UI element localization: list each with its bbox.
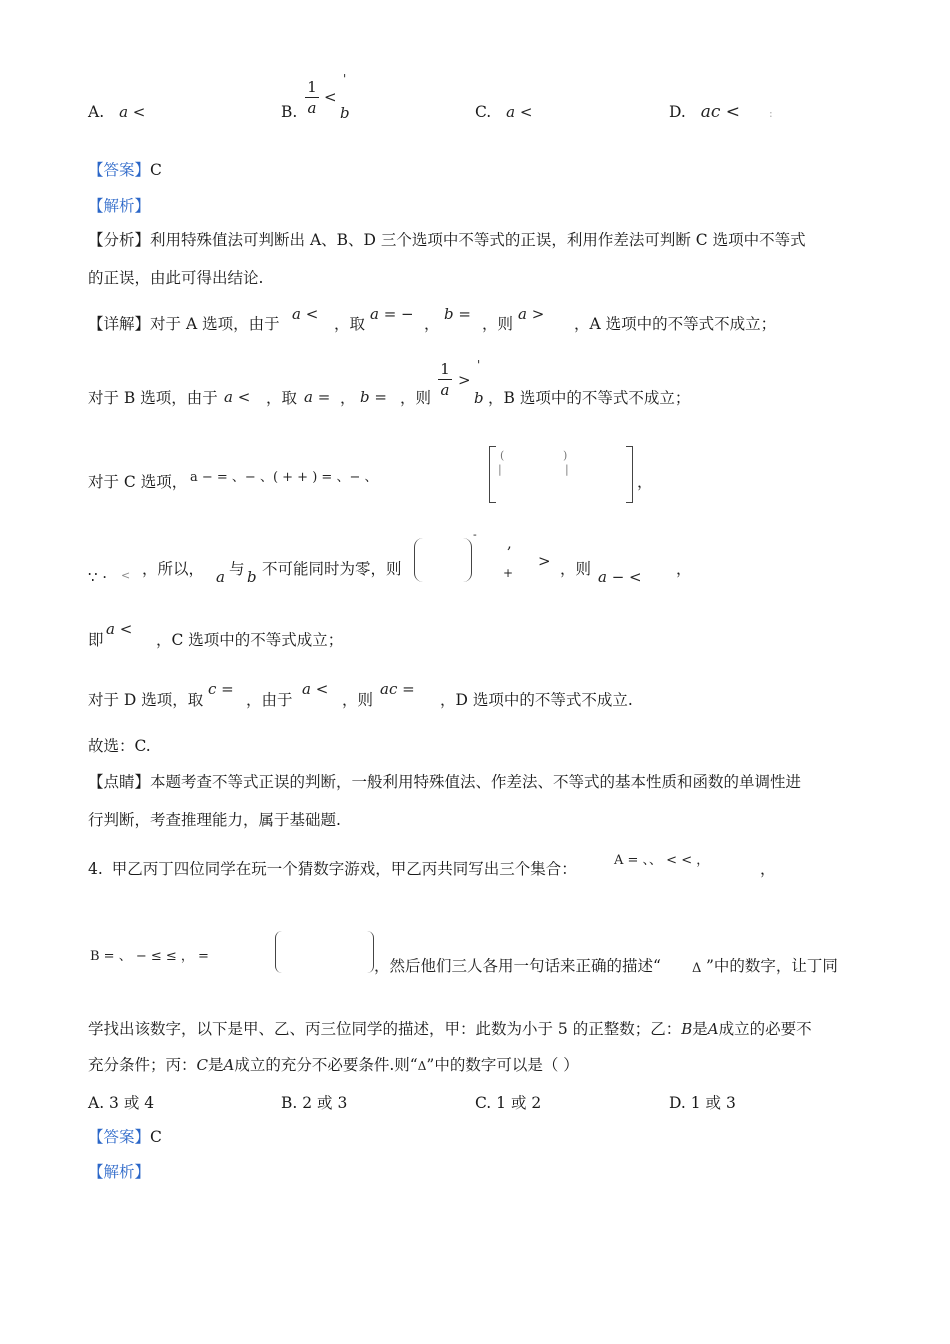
- math-fraction: [438, 360, 452, 399]
- fraction-numerator: 1: [307, 78, 317, 96]
- text-fragment: 学找出该数字，以下是甲、乙、丙三位同学的描述，甲：此数为小于 5 的正整数；乙：: [88, 1020, 682, 1038]
- text-fragment: 对于 D 选项，取: [88, 691, 204, 709]
- text-fragment: ，则: [400, 389, 432, 407]
- fraction-bar: [305, 97, 319, 98]
- q3-option-b-tick: ': [343, 72, 347, 86]
- math-c-eq: c =: [208, 680, 234, 698]
- q3-option-a: [88, 101, 145, 123]
- q4-line4: [88, 1054, 579, 1077]
- q3-dianjing: [88, 771, 801, 793]
- math-tick: ': [477, 358, 481, 372]
- text-fragment: ，C 选项中的不等式成立；: [156, 631, 344, 649]
- q3-fenxi-line2: 的正误，由此可得出结论.: [88, 269, 264, 287]
- text-fragment: 即: [88, 631, 104, 649]
- math-set-a: A: [223, 1056, 235, 1074]
- math-rhs: b: [474, 389, 484, 407]
- q3-option-b-fraction: [305, 78, 319, 117]
- text-fragment: 与: [229, 560, 245, 578]
- text-fragment: 是: [208, 1056, 224, 1074]
- q3-conclusion: 故选：C.: [88, 737, 151, 755]
- math-a: a: [216, 568, 225, 586]
- text-fragment: ，则: [560, 560, 592, 578]
- answer-tag: 【答案】: [88, 1128, 151, 1146]
- text-fragment: 对于 B 选项，由于: [88, 389, 218, 407]
- option-expression: a <: [119, 103, 146, 121]
- triangle-symbol: Δ: [692, 961, 702, 976]
- q3-option-b-lt: <: [324, 88, 337, 106]
- math-ac-eq: ac =: [380, 680, 415, 698]
- text-fragment: ，由于: [246, 691, 293, 709]
- text-fragment: 对于 C 选项，: [88, 473, 188, 491]
- answer-value: C: [150, 1128, 162, 1146]
- text-fragment: ，B 选项中的不等式不成立；: [488, 389, 691, 407]
- text-fragment: ”中的数字可以是（ ）: [426, 1056, 579, 1074]
- text-fragment: ，然后他们三人各用一句话来正确的描述“: [374, 957, 661, 975]
- text-fragment: ，则: [342, 691, 374, 709]
- text-fragment: ，则: [482, 315, 514, 333]
- math-a-eq: a = −: [370, 305, 414, 323]
- q3-option-d: [669, 101, 773, 125]
- q3-fenxi: [88, 229, 806, 251]
- bracket-right: [626, 446, 633, 503]
- math-b-eq: b =: [360, 388, 387, 406]
- text-fragment: ，: [340, 389, 356, 407]
- math-a-lt: a <: [292, 305, 319, 323]
- math-set-c: C: [196, 1056, 208, 1074]
- option-label: A.: [88, 103, 105, 121]
- answer-tag: 【答案】: [88, 161, 151, 179]
- math-sup: -: [473, 528, 477, 541]
- xiangjie-tag: 【详解】: [88, 315, 151, 333]
- q3-xiangjie-a: [88, 313, 280, 335]
- set-b-expression: B = 、 − ≤ ≤ ， =: [90, 949, 209, 964]
- option-label: C.: [475, 103, 492, 121]
- q4-analysis-tag: 【解析】: [88, 1163, 151, 1181]
- text-fragment: 对于 A 选项，由于: [150, 315, 280, 333]
- text-fragment: 不可能同时为零，则: [262, 560, 402, 578]
- q4-answer: [88, 1126, 162, 1148]
- math-set-a: A: [707, 1020, 719, 1038]
- text-fragment: 充分条件；丙：: [88, 1056, 197, 1074]
- q4-option-b: B. 2 或 3: [281, 1094, 348, 1112]
- math-result: a <: [106, 620, 133, 638]
- math-result: a >: [518, 305, 545, 323]
- q3-option-c: [475, 101, 532, 123]
- fraction-numerator: 1: [440, 360, 450, 378]
- text-fragment: ，A 选项中的不等式不成立；: [574, 315, 777, 333]
- math-set-b: B: [681, 1020, 693, 1038]
- text-fragment: ，取: [266, 389, 298, 407]
- q4-option-c: C. 1 或 2: [475, 1094, 542, 1112]
- paren-mark: ): [563, 449, 568, 462]
- dianjing-line1: 本题考查不等式正误的判断，一般利用特殊值法、作差法、不等式的基本性质和函数的单调性进: [150, 773, 802, 791]
- paren-mark: |: [565, 463, 569, 476]
- bracket-left: [489, 446, 496, 503]
- text-fragment: ，: [760, 860, 776, 878]
- q4-option-d: D. 1 或 3: [669, 1094, 736, 1112]
- text-fragment: 是: [692, 1020, 708, 1038]
- option-expression: ac <: [700, 102, 741, 122]
- math-gt: >: [538, 552, 551, 570]
- q4-line1: [88, 858, 577, 880]
- fraction-denominator: a: [307, 99, 317, 117]
- math-comma: ,: [507, 534, 512, 552]
- text-fragment: ，所以，: [142, 560, 205, 578]
- q4-line3: [88, 1018, 812, 1040]
- math-a-eq: a =: [304, 388, 331, 406]
- triangle-symbol: Δ: [417, 1059, 427, 1073]
- math-a-lt: a <: [224, 388, 251, 406]
- text-fragment: ，: [676, 560, 692, 578]
- brace-left: [275, 931, 282, 973]
- text-fragment: 成立的充分不必要条件.则“: [234, 1056, 418, 1074]
- paren-right: [463, 538, 472, 582]
- math-gt: >: [458, 371, 471, 389]
- math-difference: a − = 、− 、( + + ) = 、− 、: [190, 470, 378, 485]
- dianjing-tag: 【点睛】: [88, 773, 151, 791]
- text-fragment: ，取: [334, 315, 366, 333]
- fraction-denominator: a: [440, 381, 450, 399]
- q3-option-b-rhs: b: [340, 104, 350, 122]
- math-b: b: [247, 568, 257, 586]
- question-text: 甲乙丙丁四位同学在玩一个猜数字游戏，甲乙丙共同写出三个集合：: [111, 860, 577, 878]
- text-fragment: ，: [637, 473, 653, 491]
- question-number: 4.: [88, 860, 103, 878]
- q3-dianjing-line2: 行判断，考查推理能力，属于基础题.: [88, 811, 341, 829]
- q3-option-b: [281, 101, 297, 123]
- fraction-bar: [438, 379, 452, 380]
- fenxi-line1: 利用特殊值法可判断出 A、B、D 三个选项中不等式的正误，利用作差法可判断 C 选项中不等式: [150, 231, 806, 249]
- text-fragment: ，D 选项中的不等式不成立.: [440, 691, 633, 709]
- set-a-expression: A = 、、 < < ，: [614, 853, 710, 868]
- q3-analysis-tag: 【解析】: [88, 197, 151, 215]
- paren-mark: |: [498, 463, 502, 476]
- option-tail: :: [769, 107, 773, 120]
- math-plus: +: [503, 566, 514, 580]
- math-result: a − <: [598, 568, 642, 586]
- fenxi-tag: 【分析】: [88, 231, 151, 249]
- option-expression: a <: [506, 103, 533, 121]
- text-fragment: 成立的必要不: [718, 1020, 812, 1038]
- option-label: B.: [281, 103, 298, 121]
- math-lt: <: [121, 569, 131, 582]
- q3-answer: [88, 159, 162, 181]
- math-b-eq: b =: [444, 305, 471, 323]
- paren-left: [414, 538, 423, 582]
- text-fragment: ，: [424, 315, 440, 333]
- math-a-lt: a <: [302, 680, 329, 698]
- because-symbol: ∵ ·: [88, 568, 108, 586]
- answer-value: C: [150, 161, 162, 179]
- option-label: D.: [669, 103, 686, 121]
- brace-right: [367, 931, 374, 973]
- text-fragment: ”中的数字，让丁同: [706, 957, 838, 975]
- q4-option-a: A. 3 或 4: [88, 1094, 155, 1112]
- paren-mark: (: [500, 449, 505, 462]
